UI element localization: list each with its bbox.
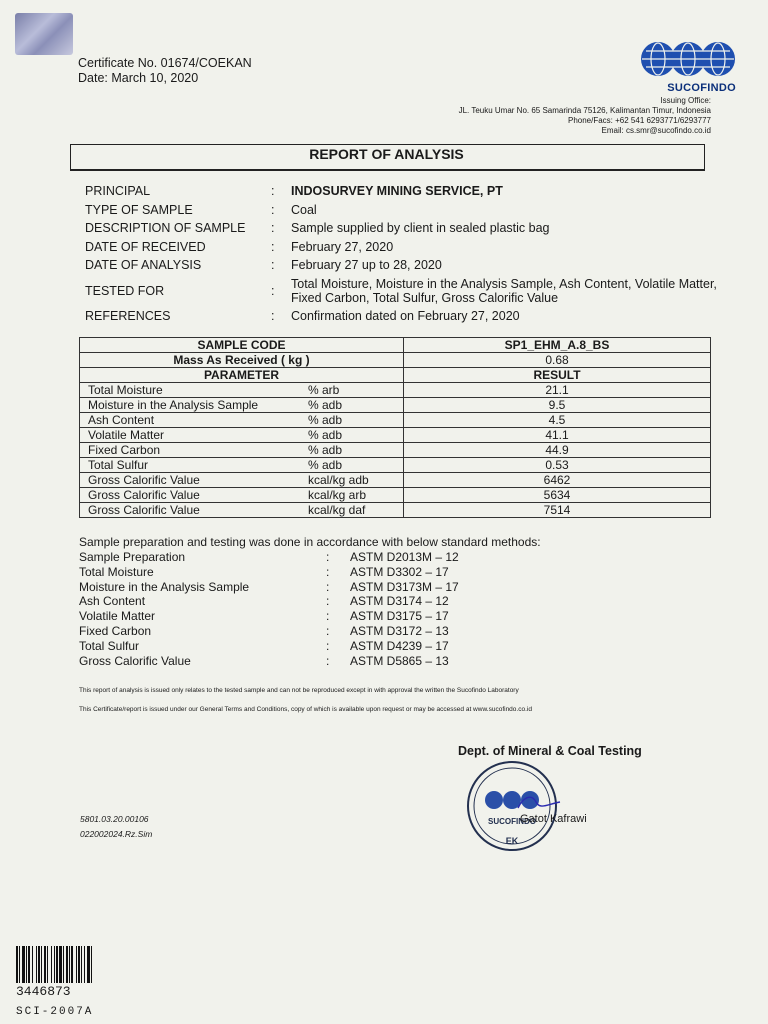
result-cell: 0.53 bbox=[404, 458, 711, 473]
methods-intro: Sample preparation and testing was done in accordance with below standard methods: bbox=[79, 535, 541, 549]
report-title: REPORT OF ANALYSIS bbox=[309, 146, 464, 162]
official-stamp-icon bbox=[462, 758, 562, 854]
method-name: Ash Content bbox=[79, 594, 146, 609]
method-colon: : bbox=[326, 564, 330, 579]
result-cell: 44.9 bbox=[404, 443, 711, 458]
info-colon: : bbox=[271, 239, 275, 254]
table-row bbox=[80, 443, 711, 458]
unit-cell: % arb bbox=[300, 383, 404, 398]
info-colon: : bbox=[271, 283, 275, 298]
info-colon: : bbox=[271, 184, 275, 198]
info-label: TESTED FOR bbox=[85, 283, 165, 298]
parameter-cell: Total Moisture bbox=[80, 383, 301, 398]
result-cell: 5634 bbox=[404, 488, 711, 503]
method-name: Total Sulfur bbox=[79, 638, 140, 653]
hologram-sticker bbox=[15, 13, 73, 55]
department-name: Dept. of Mineral & Coal Testing bbox=[458, 744, 642, 758]
method-row bbox=[79, 565, 639, 580]
sucofindo-logo-icon bbox=[640, 38, 736, 80]
parameter-cell: Ash Content bbox=[80, 413, 301, 428]
result-cell: 6462 bbox=[404, 473, 711, 488]
info-label: DATE OF ANALYSIS bbox=[85, 258, 202, 273]
barcode-number: 3446873 bbox=[16, 984, 71, 999]
unit-cell: % adb bbox=[300, 413, 404, 428]
unit-cell: % adb bbox=[300, 398, 404, 413]
method-standard: ASTM D3173M – 17 bbox=[350, 579, 459, 594]
method-standard: ASTM D5865 – 13 bbox=[350, 653, 449, 668]
unit-cell: % adb bbox=[300, 458, 404, 473]
signer-name: Gatot Kafrawi bbox=[520, 813, 587, 825]
table-row bbox=[80, 413, 711, 428]
certificate-date: Date: March 10, 2020 bbox=[78, 71, 199, 85]
table-row bbox=[80, 488, 711, 503]
method-name: Moisture in the Analysis Sample bbox=[79, 579, 250, 594]
method-row bbox=[79, 624, 639, 639]
info-row bbox=[85, 182, 725, 201]
result-cell: 9.5 bbox=[404, 398, 711, 413]
result-cell: 7514 bbox=[404, 503, 711, 518]
reference-codes bbox=[80, 812, 152, 842]
parameter-cell: Gross Calorific Value bbox=[80, 473, 301, 488]
method-name: Fixed Carbon bbox=[79, 623, 152, 638]
unit-cell: kcal/kg arb bbox=[300, 488, 404, 503]
info-colon: : bbox=[271, 202, 275, 217]
info-value: Sample supplied by client in sealed plastic bag bbox=[291, 221, 550, 236]
table-row bbox=[80, 398, 711, 413]
terms-note: This Certificate/report is issued under our General Terms and Conditions, copy of which is available upon request or may be accessed at www.sucofindo.co.id bbox=[79, 706, 532, 713]
table-row bbox=[80, 473, 711, 488]
method-standard: ASTM D3174 – 12 bbox=[350, 594, 449, 609]
parameter-cell: Fixed Carbon bbox=[80, 443, 301, 458]
method-standard: ASTM D3175 – 17 bbox=[350, 609, 449, 624]
method-colon: : bbox=[326, 638, 330, 653]
office-line: Phone/Facs: +62 541 6293771/6293777 bbox=[567, 116, 711, 125]
result-cell: 4.5 bbox=[404, 413, 711, 428]
method-row bbox=[79, 550, 639, 565]
info-row bbox=[85, 256, 725, 275]
info-value: Confirmation dated on February 27, 2020 bbox=[291, 308, 520, 323]
mass-label: Mass As Received ( kg ) bbox=[80, 353, 404, 368]
info-row bbox=[85, 219, 725, 238]
info-row bbox=[85, 201, 725, 220]
info-value: INDOSURVEY MINING SERVICE, PT bbox=[291, 184, 503, 198]
info-colon: : bbox=[271, 221, 275, 236]
parameter-cell: Total Sulfur bbox=[80, 458, 301, 473]
mass-value: 0.68 bbox=[404, 353, 711, 368]
info-row bbox=[85, 307, 725, 326]
sample-code-label: SAMPLE CODE bbox=[80, 338, 404, 353]
reference-code: 022002024.Rz.Sim bbox=[80, 829, 153, 839]
method-row bbox=[79, 609, 639, 624]
method-row bbox=[79, 639, 639, 654]
unit-cell: % adb bbox=[300, 428, 404, 443]
result-cell: 21.1 bbox=[404, 383, 711, 398]
certificate-number: Certificate No. 01674/COEKAN bbox=[78, 56, 252, 70]
method-name: Gross Calorific Value bbox=[79, 653, 191, 668]
method-row bbox=[79, 654, 639, 669]
reference-code: 5801.03.20.00106 bbox=[80, 814, 149, 824]
table-row bbox=[80, 458, 711, 473]
table-row bbox=[80, 383, 711, 398]
issuing-office bbox=[459, 96, 711, 136]
table-row bbox=[80, 503, 711, 518]
form-number: SCI-2007A bbox=[16, 1006, 94, 1018]
method-standard: ASTM D3172 – 13 bbox=[350, 623, 449, 638]
table-row bbox=[80, 338, 711, 353]
table-row bbox=[80, 353, 711, 368]
method-colon: : bbox=[326, 653, 330, 668]
method-standard: ASTM D4239 – 17 bbox=[350, 638, 449, 653]
standard-methods bbox=[79, 535, 639, 668]
disclaimer-note: This report of analysis is issued only relates to the tested sample and can not be reproduced except in with approval the written the Sucofindo Laboratory bbox=[79, 687, 519, 694]
certificate-header bbox=[78, 56, 252, 86]
info-label: PRINCIPAL bbox=[85, 184, 151, 198]
info-value: Coal bbox=[291, 202, 317, 217]
table-row bbox=[80, 428, 711, 443]
office-line: Email: cs.smr@sucofindo.co.id bbox=[601, 126, 711, 135]
office-line: JL. Teuku Umar No. 65 Samarinda 75126, Kalimantan Timur, Indonesia bbox=[458, 106, 711, 115]
parameter-cell: Volatile Matter bbox=[80, 428, 301, 443]
results-table bbox=[79, 337, 711, 518]
unit-cell: kcal/kg daf bbox=[300, 503, 404, 518]
method-standard: ASTM D3302 – 17 bbox=[350, 564, 449, 579]
method-name: Total Moisture bbox=[79, 564, 154, 579]
method-colon: : bbox=[326, 550, 330, 564]
info-label: DESCRIPTION OF SAMPLE bbox=[85, 221, 246, 236]
method-colon: : bbox=[326, 579, 330, 594]
method-name: Volatile Matter bbox=[79, 609, 156, 624]
info-colon: : bbox=[271, 258, 275, 273]
parameter-cell: Moisture in the Analysis Sample bbox=[80, 398, 301, 413]
brand-name: SUCOFINDO bbox=[667, 82, 736, 94]
info-value: February 27, 2020 bbox=[291, 239, 394, 254]
info-value: Total Moisture, Moisture in the Analysis Sample, Ash Content, Volatile Matter, Fixed Carbon, Total Sulfur, Gross Calorific Value bbox=[291, 276, 717, 305]
unit-cell: kcal/kg adb bbox=[300, 473, 404, 488]
method-standard: ASTM D2013M – 12 bbox=[350, 550, 459, 564]
info-value: February 27 up to 28, 2020 bbox=[291, 258, 442, 273]
method-row bbox=[79, 594, 639, 609]
method-colon: : bbox=[326, 623, 330, 638]
result-header: RESULT bbox=[404, 368, 711, 383]
sample-code-value: SP1_EHM_A.8_BS bbox=[404, 338, 711, 353]
parameter-cell: Gross Calorific Value bbox=[80, 488, 301, 503]
stamp-code: EK bbox=[505, 836, 519, 846]
barcode-icon bbox=[15, 946, 123, 983]
parameter-cell: Gross Calorific Value bbox=[80, 503, 301, 518]
info-label: TYPE OF SAMPLE bbox=[85, 202, 193, 217]
method-row bbox=[79, 580, 639, 595]
info-label: DATE OF RECEIVED bbox=[85, 239, 206, 254]
stamp-text: SUCOFINDO bbox=[488, 817, 536, 826]
sample-info bbox=[85, 182, 725, 326]
info-row bbox=[85, 238, 725, 257]
table-row bbox=[80, 368, 711, 383]
method-colon: : bbox=[326, 609, 330, 624]
result-cell: 41.1 bbox=[404, 428, 711, 443]
office-line: Issuing Office: bbox=[660, 96, 711, 105]
method-name: Sample Preparation bbox=[79, 550, 186, 564]
method-colon: : bbox=[326, 594, 330, 609]
unit-cell: % adb bbox=[300, 443, 404, 458]
parameter-header: PARAMETER bbox=[80, 368, 404, 383]
info-row bbox=[85, 275, 725, 307]
info-label: REFERENCES bbox=[85, 308, 171, 323]
info-colon: : bbox=[271, 308, 275, 323]
